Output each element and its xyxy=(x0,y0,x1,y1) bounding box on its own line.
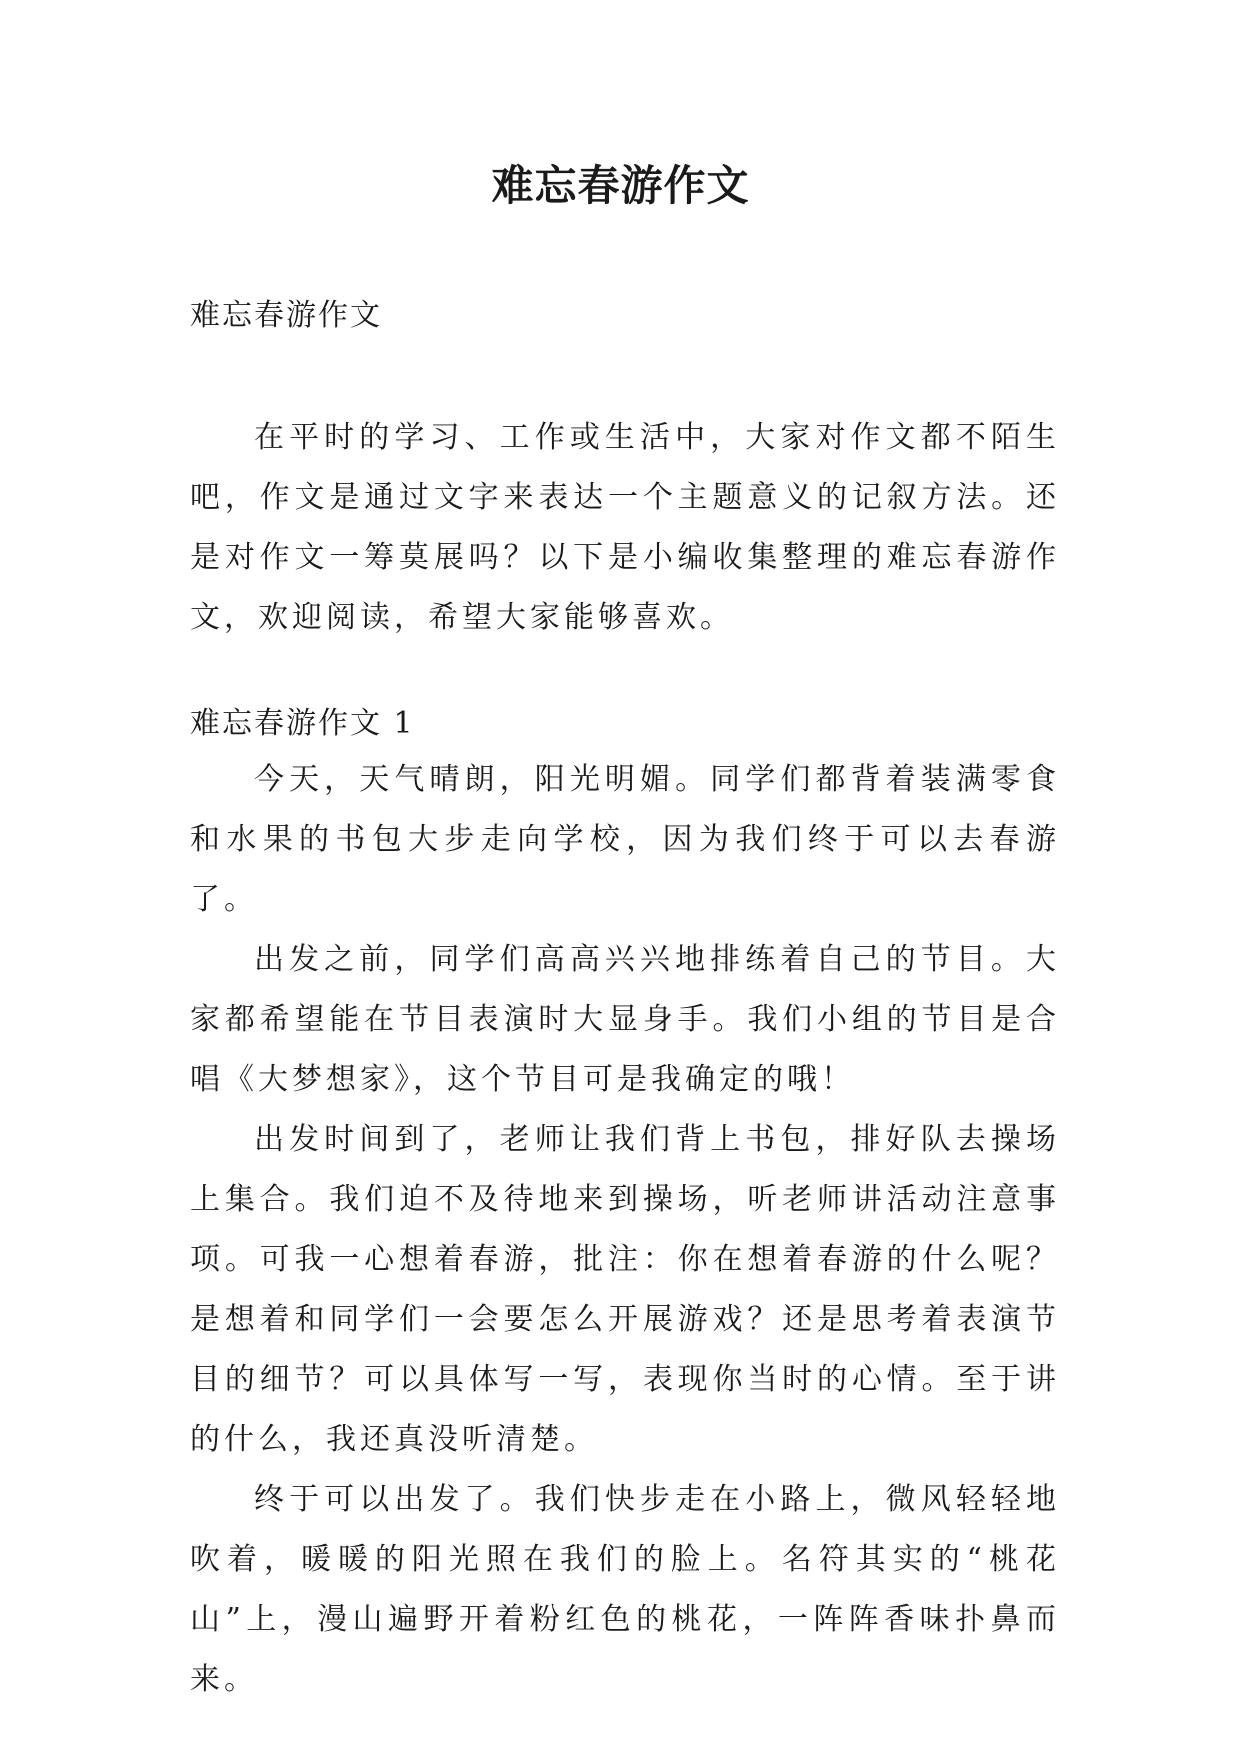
essay-paragraph-1: 今天，天气晴朗，阳光明媚。同学们都背着装满零食和水果的书包大步走向学校，因为我们终于可以去春游了。 xyxy=(190,762,1060,917)
essay-body xyxy=(190,750,1060,1710)
section-heading: 难忘春游作文 1 xyxy=(190,706,415,741)
essay-paragraph-2: 出发之前，同学们高高兴兴地排练着自己的节目。大家都希望能在节目表演时大显身手。我们小组的节目是合唱《大梦想家》，这个节目可是我确定的哦！ xyxy=(190,942,1060,1097)
essay-paragraph-4: 终于可以出发了。我们快步走在小路上，微风轻轻地吹着，暖暖的阳光照在我们的脸上。名符其实的“桃花山”上，漫山遍野开着粉红色的桃花，一阵阵香味扑鼻而来。 xyxy=(190,1482,1060,1697)
intro-paragraph: 在平时的学习、工作或生活中，大家对作文都不陌生吧，作文是通过文字来表达一个主题意义的记叙方法。还是对作文一筹莫展吗？以下是小编收集整理的难忘春游作文，欢迎阅读，希望大家能够喜欢。 xyxy=(190,420,1060,635)
essay-paragraph-3: 出发时间到了，老师让我们背上书包，排好队去操场上集合。我们迫不及待地来到操场，听老师讲活动注意事项。可我一心想着春游，批注：你在想着春游的什么呢？是想着和同学们一会要怎么开展游戏？还是思考着表演节目的细节？可以具体写一写，表现你当时的心情。至于讲的什么，我还真没听清楚。 xyxy=(190,1122,1060,1457)
document-subtitle: 难忘春游作文 xyxy=(190,298,382,333)
document-title: 难忘春游作文 xyxy=(491,161,750,210)
